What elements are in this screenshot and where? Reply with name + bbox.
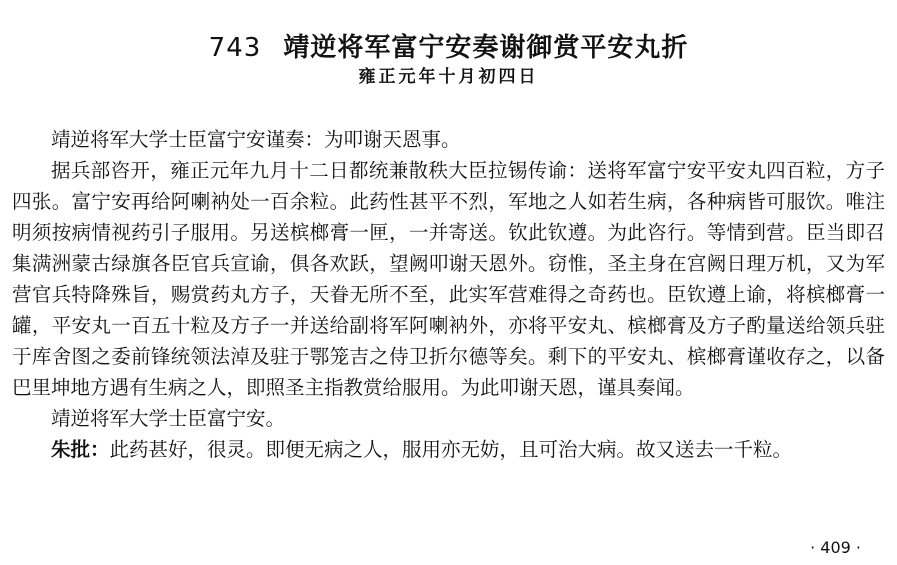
paragraph-main: 据兵部咨开，雍正元年九月十二日都统兼散秩大臣拉锡传谕：送将军富宁安平安丸四百粒，方子四张。富宁安再给阿喇衲处一百余粒。此药性甚平不烈，军地之人如若生病，各种病皆可服饮。唯注明须按病情视药引子服用。另送槟榔膏一匣，一并寄送。钦此钦遵。为此咨行。等情到营。臣当即召集满洲蒙古绿旗各臣官兵宣谕，俱各欢跃，望阙叩谢天恩外。窃惟，圣主身在宫阙日理万机，又为军营官兵特降殊旨，赐赏药丸方子，天眷无所不至，此实军营难得之奇药也。臣钦遵上谕，将槟榔膏一罐，平安丸一百五十粒及方子一并送给副将军阿喇衲外，亦将平安丸、槟榔膏及方子酌量送给领兵驻于库舍图之委前锋统领法淖及驻于鄂笼吉之侍卫折尔德等矣。剩下的平安丸、槟榔膏谨收存之，以备巴里坤地方遇有生病之人，即照圣主指教赏给服用。为此叩谢天恩，谨具奏闻。 <box>12 159 885 399</box>
paragraph-vermilion-rescript <box>12 434 885 465</box>
document-number: 743 <box>208 33 262 63</box>
vermilion-label: 朱批： <box>51 438 110 461</box>
document-title: 靖逆将军富宁安奏谢御赏平安丸折 <box>283 33 689 63</box>
page-number: · 409 · <box>810 538 861 557</box>
paragraph-opening: 靖逆将军大学士臣富宁安谨奏：为叩谢天恩事。 <box>51 128 461 151</box>
paragraph-signature: 靖逆将军大学士臣富宁安。 <box>51 407 286 430</box>
document-body <box>12 124 885 465</box>
vermilion-text: 此药甚好，很灵。即便无病之人，服用亦无妨，且可治大病。故又送去一千粒。 <box>109 438 793 461</box>
document-date: 雍正元年十月初四日 <box>358 67 539 87</box>
document-title-line <box>0 27 897 64</box>
